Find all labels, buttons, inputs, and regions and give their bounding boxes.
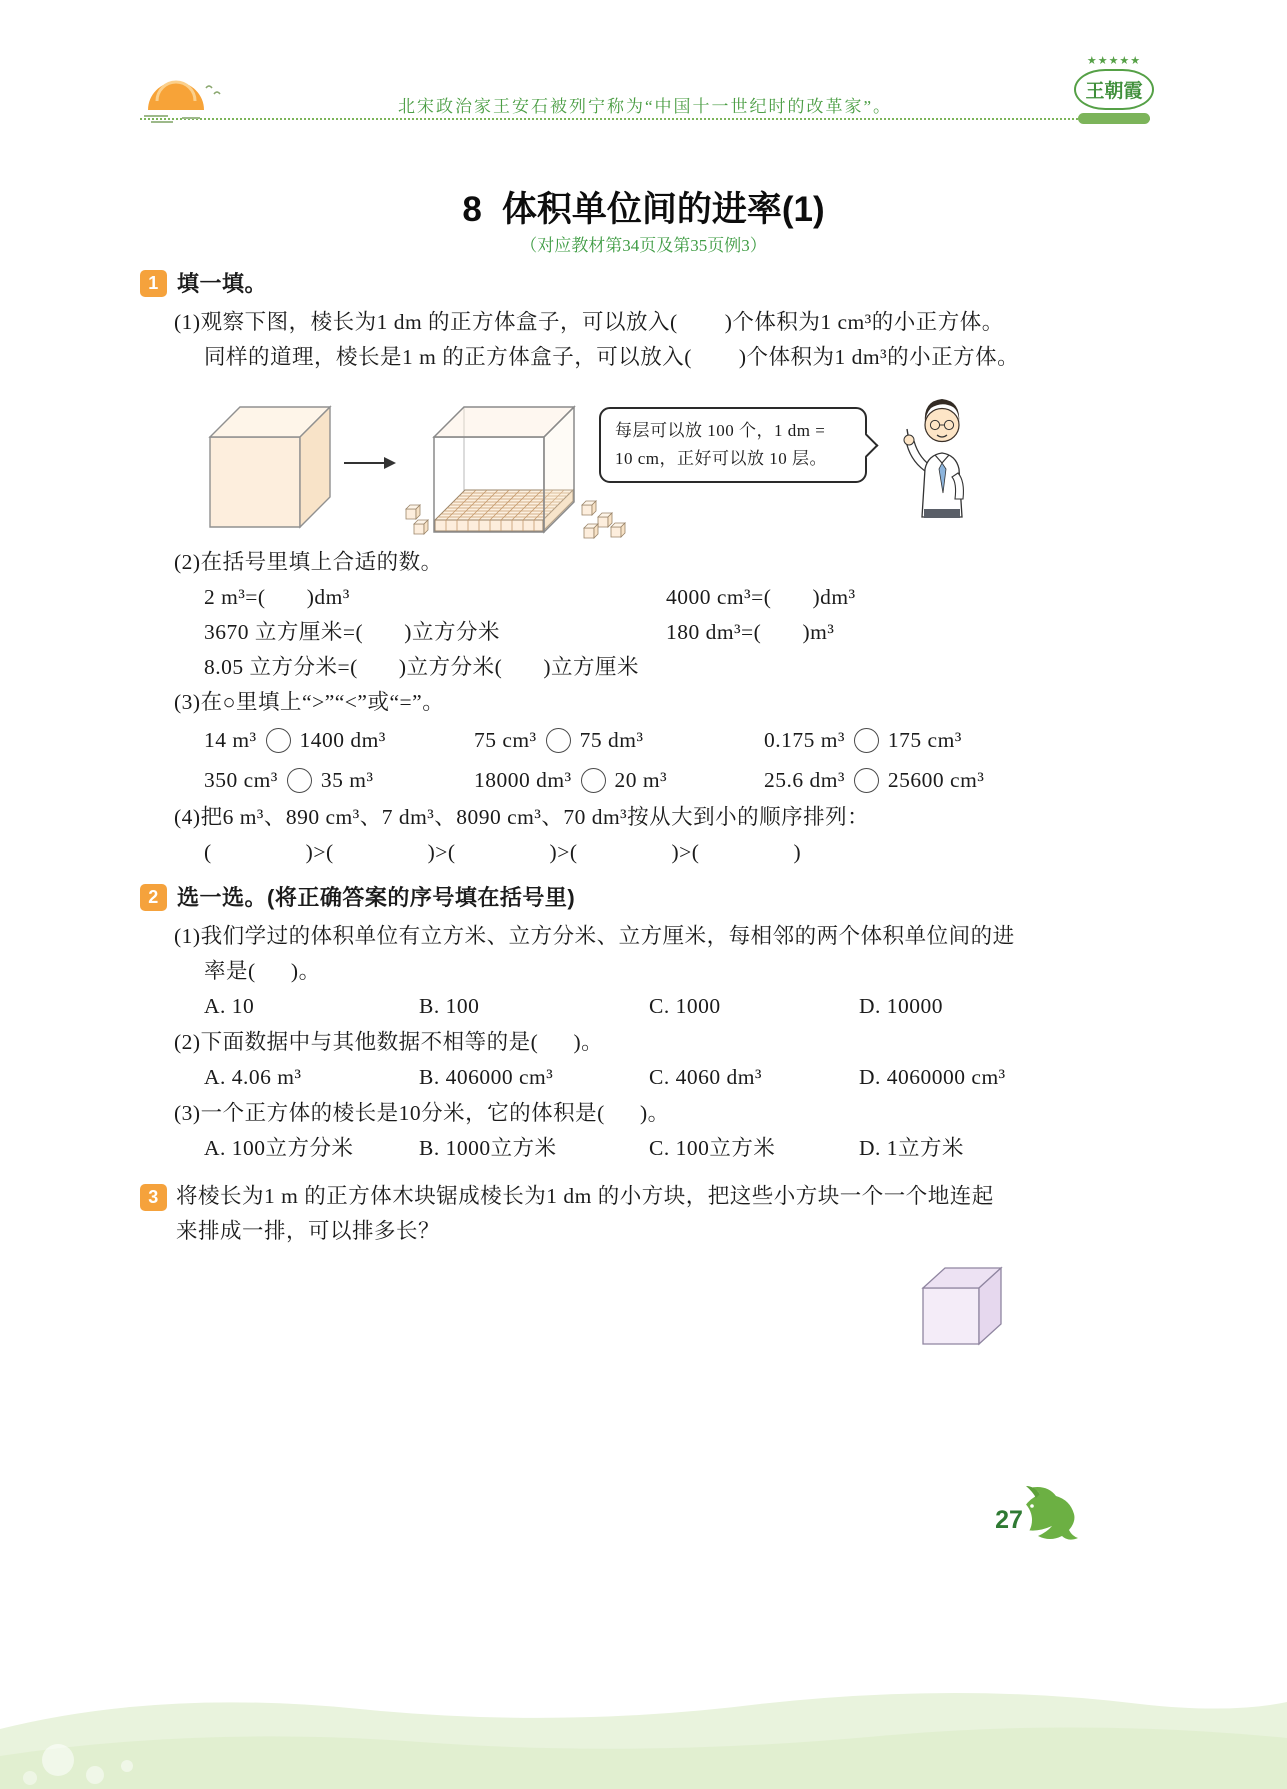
answer-circle [854,728,879,753]
q1-part1-line1: (1)观察下图，棱长为1 dm 的正方体盒子，可以放入( )个体积为1 cm³的小正方体。 [174,310,1004,334]
options-row [204,1060,1152,1096]
compare-left: 25.6 dm³ [764,767,845,792]
option-item: A. 10 [204,994,255,1018]
fill-blank-item: 8.05 立方分米=( )立方分米( )立方厘米 [204,655,640,679]
compare-right: 75 dm³ [579,727,644,752]
section-1-heading [140,266,1152,301]
fill-blank-item: 3670 立方厘米=( )立方分米 [204,620,500,644]
q2-item1-line2: 率是( )。 [204,959,321,983]
q2-item1-line1: (1)我们学过的体积单位有立方米、立方分米、立方厘米，每相邻的两个体积单位间的进 [174,924,1015,948]
section-3 [140,1179,1152,1249]
fill-blank-item: 2 m³=( )dm³ [204,585,350,609]
speech-bubble-line1: 每层可以放 100 个，1 dm = [615,421,826,440]
compare-item [204,723,474,758]
compare-right: 175 cm³ [887,727,962,752]
teacher-illustration [892,387,992,519]
compare-left: 14 m³ [204,727,257,752]
q1-part2-heading: (2)在括号里填上合适的数。 [174,550,443,574]
speech-bubble [599,407,867,483]
q1-part4-heading: (4)把6 m³、890 cm³、7 dm³、8090 cm³、70 dm³按从大到小的顺序排列： [174,805,870,829]
compare-left: 18000 dm³ [474,767,572,792]
compare-item [204,763,474,798]
option-item: D. 1立方米 [859,1136,965,1160]
options-row [204,989,1152,1025]
compare-row [204,720,1152,760]
compare-item [764,763,984,798]
option-item: B. 406000 cm³ [419,1065,554,1089]
answer-circle [546,728,571,753]
option-item: A. 4.06 m³ [204,1065,302,1089]
brand-logo [1066,54,1162,124]
fill-blank-item: 4000 cm³=( )dm³ [666,585,856,609]
fill-row [204,650,1152,685]
compare-item [764,723,962,758]
answer-circle [266,728,291,753]
arrow-icon [344,453,396,473]
compare-left: 75 cm³ [474,727,537,752]
page-subtitle: （对应教材第34页及第35页例3） [520,236,767,255]
q3-line1: 将棱长为1 m 的正方体木块锯成棱长为1 dm 的小方块，把这些小方块一个一个地连起 [176,1184,994,1208]
worksheet-body [140,264,1152,1249]
page-header [140,55,1150,148]
compare-row [204,760,1152,800]
large-cube-illustration [204,395,339,530]
compare-right: 35 m³ [320,767,374,792]
section-2-title: 选一选。(将正确答案的序号填在括号里) [177,885,576,910]
page-number: 27 [986,1497,1032,1543]
compare-item [474,723,764,758]
compare-item [474,763,764,798]
answer-circle [581,768,606,793]
compare-right: 1400 dm³ [299,727,386,752]
section-2-heading [140,880,1152,915]
header-divider [140,118,1150,120]
section-3-number-badge: 3 [140,1184,167,1211]
fill-row [204,580,1152,615]
q2-item3-line1: (3)一个正方体的棱长是10分米，它的体积是( )。 [174,1101,670,1125]
option-item: C. 100立方米 [649,1136,776,1160]
footer-decoration [0,1674,1287,1789]
header-motto: 北宋政治家王安石被列宁称为“中国十一世纪时的改革家”。 [397,97,893,116]
q1-part1-line2: 同样的道理，棱长是1 m 的正方体盒子，可以放入( )个体积为1 dm³的小正方体。 [204,345,1020,369]
logo-ribbon [1078,113,1150,124]
lesson-number: 8 [462,190,482,229]
small-cube-illustration [915,1256,1007,1356]
page-title [0,182,1287,232]
compare-left: 0.175 m³ [764,727,845,752]
option-item: D. 10000 [859,994,944,1018]
q3-line2: 来排成一排，可以排多长？ [176,1219,441,1243]
answer-circle [287,768,312,793]
q2-item2-line1: (2)下面数据中与其他数据不相等的是( )。 [174,1030,604,1054]
option-item: C. 1000 [649,994,721,1018]
section-2-number-badge: 2 [140,884,167,911]
section-1-title: 填一填。 [177,271,268,296]
fill-blank-item: 180 dm³=( )m³ [666,620,835,644]
option-item: C. 4060 dm³ [649,1065,762,1089]
compare-right: 20 m³ [614,767,668,792]
section-1-number-badge: 1 [140,270,167,297]
logo-title: 王朝霞 [1074,69,1153,110]
answer-circle [854,768,879,793]
option-item: D. 4060000 cm³ [859,1065,1006,1089]
q1-part4-answer-blanks: ( )>( )>( )>( )>( ) [204,840,802,864]
logo-stars-icon: ★★★★★ [1086,55,1142,67]
lesson-title: 体积单位间的进率(1) [501,190,825,229]
fill-row [204,615,1152,650]
option-item: B. 100 [419,994,480,1018]
option-item: A. 100立方分米 [204,1136,354,1160]
speech-bubble-line2: 10 cm，正好可以放 10 层。 [615,449,828,468]
cube-diagram [204,383,1164,539]
compare-left: 350 cm³ [204,767,278,792]
q1-part3-heading: (3)在○里填上“>”“<”或“=”。 [174,690,445,714]
option-item: B. 1000立方米 [419,1136,557,1160]
options-row [204,1131,1152,1167]
compare-right: 25600 cm³ [887,767,985,792]
